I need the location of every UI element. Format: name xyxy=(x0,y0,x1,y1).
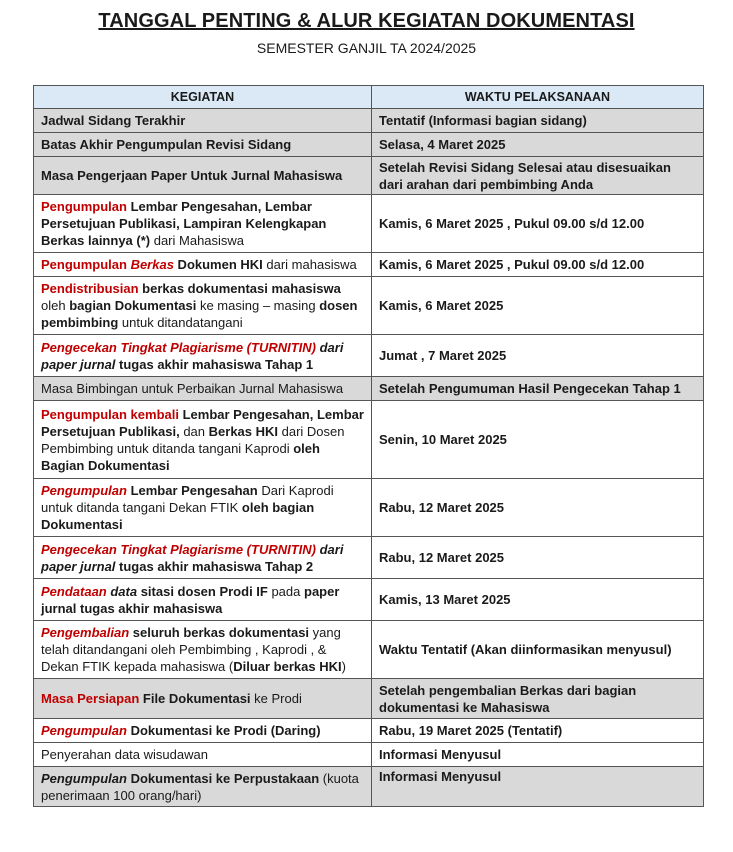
kegiatan-cell: Pengumpulan Lembar Pengesahan Dari Kaprodi untuk ditanda tangani Dekan FTIK oleh bagian Dokumentasi xyxy=(34,479,372,537)
table-row xyxy=(34,157,704,195)
waktu-cell: Kamis, 6 Maret 2025 , Pukul 09.00 s/d 12.00 xyxy=(372,253,704,277)
document-subtitle: SEMESTER GANJIL TA 2024/2025 xyxy=(256,40,477,56)
table-row xyxy=(34,719,704,743)
waktu-cell: Setelah pengembalian Berkas dari bagian dokumentasi ke Mahasiswa xyxy=(372,679,704,719)
kegiatan-cell: Pendistribusian berkas dokumentasi mahasiswa oleh bagian Dokumentasi ke masing – masing dosen pembimbing untuk ditandatangani xyxy=(34,277,372,335)
table-row xyxy=(34,679,704,719)
waktu-cell: Setelah Revisi Sidang Selesai atau disesuaikan dari arahan dari pembimbing Anda xyxy=(372,157,704,195)
kegiatan-cell: Pengecekan Tingkat Plagiarisme (TURNITIN) dari paper jurnal tugas akhir mahasiswa Tahap 2 xyxy=(34,537,372,579)
kegiatan-text: Masa Pengerjaan Paper Untuk Jurnal Mahasiswa xyxy=(41,168,343,183)
table-row xyxy=(34,133,704,157)
table-row xyxy=(34,401,704,479)
waktu-cell: Kamis, 13 Maret 2025 xyxy=(372,579,704,621)
table-row xyxy=(34,621,704,679)
table-row xyxy=(34,253,704,277)
waktu-cell: Informasi Menyusul xyxy=(372,767,704,807)
waktu-cell: Kamis, 6 Maret 2025 , Pukul 09.00 s/d 12.00 xyxy=(372,195,704,253)
table-header-row xyxy=(34,86,704,109)
kegiatan-cell xyxy=(34,109,372,133)
kegiatan-cell: Pengumpulan Berkas Dokumen HKI dari mahasiswa xyxy=(34,253,372,277)
kegiatan-cell: Pengecekan Tingkat Plagiarisme (TURNITIN) dari paper jurnal tugas akhir mahasiswa Tahap 1 xyxy=(34,335,372,377)
table-row xyxy=(34,335,704,377)
kegiatan-text: Penyerahan data wisudawan xyxy=(41,747,208,762)
kegiatan-cell: Pengumpulan kembali Lembar Pengesahan, Lembar Persetujuan Publikasi, dan Berkas HKI dari Dosen Pembimbing untuk ditanda tangani Kaprodi oleh Bagian Dokumentasi xyxy=(34,401,372,479)
header-kegiatan: KEGIATAN xyxy=(34,86,372,109)
header-waktu: WAKTU PELAKSANAAN xyxy=(372,86,704,109)
waktu-cell: Informasi Menyusul xyxy=(372,743,704,767)
kegiatan-text: Jadwal Sidang Terakhir xyxy=(41,113,186,128)
waktu-cell: Rabu, 12 Maret 2025 xyxy=(372,479,704,537)
kegiatan-cell xyxy=(34,743,372,767)
kegiatan-cell: Pengumpulan Dokumentasi ke Prodi (Daring) xyxy=(34,719,372,743)
table-row xyxy=(34,277,704,335)
kegiatan-cell: Pendataan data sitasi dosen Prodi IF pada paper jurnal tugas akhir mahasiswa xyxy=(34,579,372,621)
waktu-cell: Tentatif (Informasi bagian sidang) xyxy=(372,109,704,133)
kegiatan-cell xyxy=(34,133,372,157)
table-row xyxy=(34,743,704,767)
waktu-cell: Rabu, 12 Maret 2025 xyxy=(372,537,704,579)
waktu-cell: Setelah Pengumuman Hasil Pengecekan Tahap 1 xyxy=(372,377,704,401)
table-row xyxy=(34,767,704,807)
waktu-cell: Senin, 10 Maret 2025 xyxy=(372,401,704,479)
waktu-cell: Rabu, 19 Maret 2025 (Tentatif) xyxy=(372,719,704,743)
kegiatan-cell xyxy=(34,157,372,195)
kegiatan-cell: Pengumpulan Dokumentasi ke Perpustakaan (kuota penerimaan 100 orang/hari) xyxy=(34,767,372,807)
table-row xyxy=(34,537,704,579)
document-title: TANGGAL PENTING & ALUR KEGIATAN DOKUMENTASI xyxy=(98,10,635,32)
kegiatan-cell: Masa Persiapan File Dokumentasi ke Prodi xyxy=(34,679,372,719)
waktu-cell: Selasa, 4 Maret 2025 xyxy=(372,133,704,157)
kegiatan-cell xyxy=(34,377,372,401)
kegiatan-text: Masa Bimbingan untuk Perbaikan Jurnal Mahasiswa xyxy=(41,381,344,396)
waktu-cell: Waktu Tentatif (Akan diinformasikan menyusul) xyxy=(372,621,704,679)
waktu-cell: Jumat , 7 Maret 2025 xyxy=(372,335,704,377)
table-row xyxy=(34,195,704,253)
waktu-cell: Kamis, 6 Maret 2025 xyxy=(372,277,704,335)
table-row xyxy=(34,479,704,537)
table-row xyxy=(34,377,704,401)
table-row xyxy=(34,109,704,133)
table-row xyxy=(34,579,704,621)
kegiatan-cell: Pengumpulan Lembar Pengesahan, Lembar Persetujuan Publikasi, Lampiran Kelengkapan Berkas lainnya (*) dari Mahasiswa xyxy=(34,195,372,253)
kegiatan-text: Batas Akhir Pengumpulan Revisi Sidang xyxy=(41,137,292,152)
schedule-table xyxy=(33,85,704,807)
kegiatan-cell: Pengembalian seluruh berkas dokumentasi yang telah ditandangani oleh Pembimbing , Kaprodi , & Dekan FTIK kepada mahasiswa (Diluar berkas HKI) xyxy=(34,621,372,679)
